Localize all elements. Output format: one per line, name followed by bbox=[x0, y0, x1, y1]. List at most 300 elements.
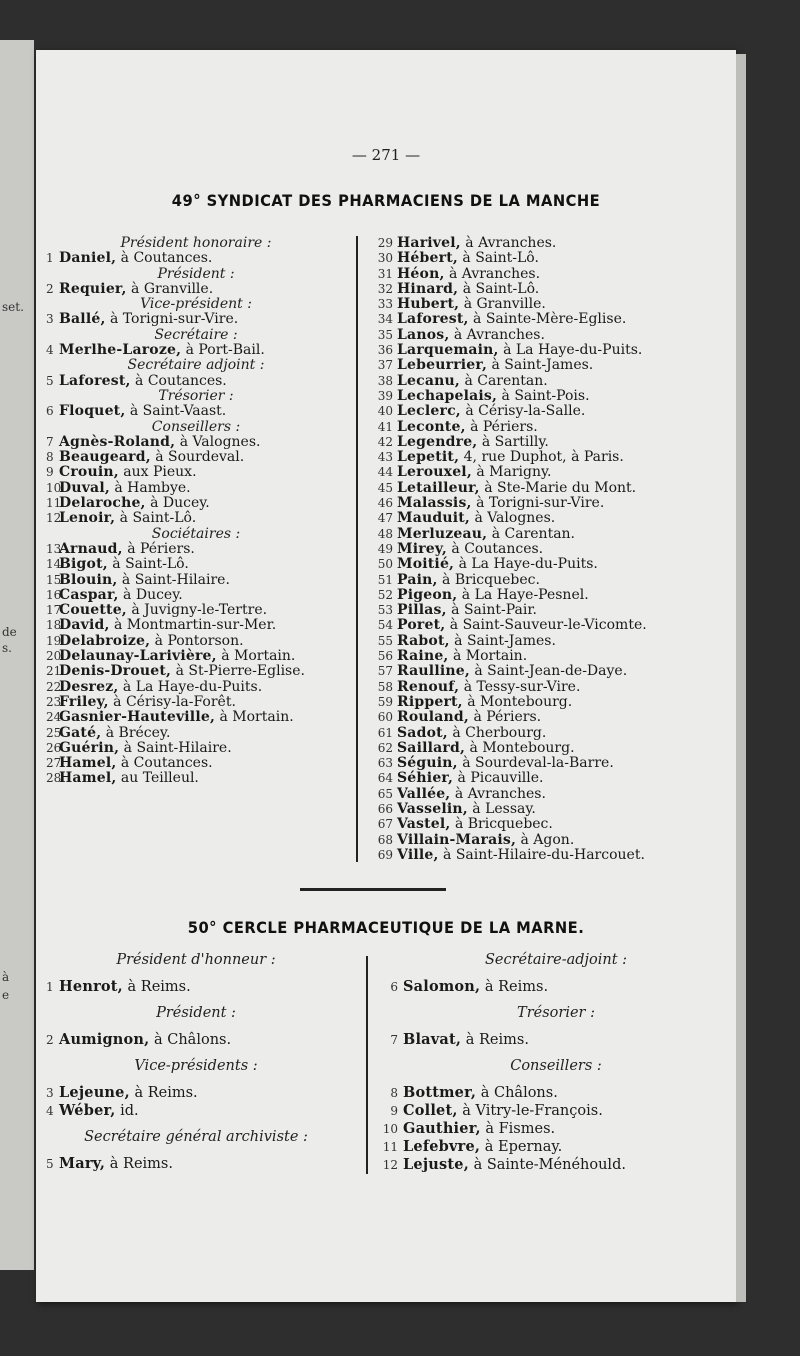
member-name: Leconte, bbox=[397, 418, 466, 435]
role-heading: Trésorier : bbox=[517, 1005, 595, 1021]
member-place: à Port-Bail. bbox=[185, 342, 265, 359]
member-number: 38 bbox=[377, 373, 393, 388]
member-entry bbox=[46, 695, 346, 710]
member-entry bbox=[46, 1155, 346, 1173]
member-name: Lenoir, bbox=[59, 510, 116, 527]
member-entry bbox=[368, 573, 738, 588]
member-entry bbox=[368, 680, 738, 695]
member-number: 68 bbox=[377, 832, 393, 847]
member-name: David, bbox=[59, 617, 110, 634]
member-name: Rippert, bbox=[397, 693, 463, 710]
member-place: à Granville. bbox=[463, 296, 546, 313]
member-place: à Reims. bbox=[134, 1085, 198, 1101]
member-name: Lejeune, bbox=[59, 1084, 130, 1101]
member-entry bbox=[376, 1120, 736, 1138]
member-name: Delabroize, bbox=[59, 632, 151, 649]
member-entry bbox=[368, 389, 738, 404]
section-title-marne: 50° CERCLE PHARMACEUTIQUE DE LA MARNE. bbox=[187, 918, 585, 937]
member-entry bbox=[368, 726, 738, 741]
spacer bbox=[376, 969, 736, 978]
member-entry bbox=[46, 542, 346, 557]
member-place: à Saint-Lô. bbox=[462, 280, 540, 297]
member-entry bbox=[368, 787, 738, 802]
member-place: à Sourdeval. bbox=[155, 449, 245, 466]
member-place: à Bricquebec. bbox=[442, 571, 540, 588]
member-number: 30 bbox=[377, 251, 393, 266]
member-place: à St-Pierre-Eglise. bbox=[175, 663, 305, 680]
member-number: 9 bbox=[390, 1104, 398, 1118]
member-number: 59 bbox=[377, 694, 393, 709]
member-name: Caspar, bbox=[59, 586, 119, 603]
member-name: Hinard, bbox=[397, 280, 459, 297]
member-number: 44 bbox=[377, 465, 393, 480]
member-entry bbox=[368, 771, 738, 786]
member-place: à Saint-Hilaire-du-Harcouet. bbox=[443, 846, 645, 863]
role-heading: Conseillers : bbox=[510, 1058, 602, 1074]
member-place: à Coutances. bbox=[120, 755, 213, 772]
member-number: 12 bbox=[382, 1158, 398, 1172]
spacer bbox=[376, 996, 736, 1005]
member-entry bbox=[46, 664, 346, 679]
member-place: à Bricquebec. bbox=[454, 816, 553, 833]
member-number: 22 bbox=[46, 679, 62, 694]
member-number: 3 bbox=[46, 312, 54, 327]
adjacent-page-text-fragment: e bbox=[2, 988, 10, 1002]
member-number: 53 bbox=[377, 603, 393, 618]
member-place: à Saint-Lô. bbox=[462, 250, 539, 267]
role-heading: Secrétaire-adjoint : bbox=[484, 952, 628, 968]
member-entry bbox=[46, 481, 346, 496]
member-place: à Fismes. bbox=[485, 1121, 556, 1137]
member-number: 27 bbox=[46, 756, 62, 771]
member-entry bbox=[368, 251, 738, 266]
member-number: 37 bbox=[377, 358, 393, 373]
member-number: 51 bbox=[377, 572, 393, 587]
member-entry bbox=[368, 588, 738, 603]
member-entry bbox=[46, 634, 346, 649]
member-name: Laforest, bbox=[59, 372, 131, 389]
member-name: Ballé, bbox=[59, 311, 106, 328]
member-entry bbox=[368, 710, 738, 725]
member-entry bbox=[46, 618, 346, 633]
member-number: 42 bbox=[377, 434, 393, 449]
member-entry bbox=[46, 771, 346, 786]
member-name: Laforest, bbox=[397, 311, 469, 328]
member-entry bbox=[368, 481, 738, 496]
member-name: Friley, bbox=[59, 693, 109, 710]
member-number: 13 bbox=[46, 541, 62, 556]
book-page bbox=[36, 50, 736, 1302]
member-number: 10 bbox=[382, 1122, 398, 1136]
role-heading: Secrétaire adjoint : bbox=[127, 357, 265, 374]
member-name: Pigeon, bbox=[397, 586, 458, 603]
member-entry bbox=[376, 1156, 736, 1174]
member-entry bbox=[46, 511, 346, 526]
member-place: à Montebourg. bbox=[467, 693, 573, 710]
member-number: 4 bbox=[46, 1104, 54, 1118]
member-name: Desrez, bbox=[59, 678, 119, 695]
column-divider bbox=[356, 236, 358, 862]
member-number: 39 bbox=[377, 388, 393, 403]
member-entry bbox=[46, 282, 346, 297]
member-name: Rouland, bbox=[397, 709, 469, 726]
member-entry bbox=[46, 710, 346, 725]
member-name: Gaté, bbox=[59, 724, 102, 741]
member-place: à Sourdeval-la-Barre. bbox=[462, 755, 614, 772]
member-place: à Châlons. bbox=[480, 1085, 558, 1101]
member-place: à Montmartin-sur-Mer. bbox=[113, 617, 277, 634]
member-name: Wéber, bbox=[59, 1102, 116, 1119]
role-heading: Vice-président : bbox=[140, 296, 252, 313]
member-place: à Torigni-sur-Vire. bbox=[109, 311, 239, 328]
member-name: Salomon, bbox=[403, 978, 481, 995]
member-name: Mary, bbox=[59, 1155, 106, 1172]
member-name: Lanos, bbox=[397, 326, 450, 343]
member-name: Collet, bbox=[403, 1102, 458, 1119]
member-number: 11 bbox=[46, 496, 62, 511]
member-name: Leclerc, bbox=[397, 403, 461, 420]
member-number: 9 bbox=[46, 465, 54, 480]
member-name: Pillas, bbox=[397, 602, 447, 619]
adjacent-page-text-fragment: de bbox=[2, 625, 17, 639]
member-entry bbox=[46, 343, 346, 358]
member-number: 3 bbox=[46, 1086, 54, 1100]
member-place: à Cérisy-la-Forêt. bbox=[113, 693, 236, 710]
member-name: Lechapelais, bbox=[397, 387, 498, 404]
member-number: 6 bbox=[46, 404, 54, 419]
member-place: à Périers. bbox=[127, 540, 195, 557]
member-number: 11 bbox=[382, 1140, 398, 1154]
member-number: 36 bbox=[377, 343, 393, 358]
member-place: à La Haye-du-Puits. bbox=[122, 678, 263, 695]
member-number: 49 bbox=[377, 541, 393, 556]
member-entry bbox=[368, 664, 738, 679]
member-number: 32 bbox=[377, 281, 393, 296]
spacer bbox=[376, 1049, 736, 1058]
member-name: Arnaud, bbox=[59, 540, 123, 557]
member-place: à Pontorson. bbox=[154, 632, 244, 649]
member-name: Bigot, bbox=[59, 556, 108, 573]
member-number: 52 bbox=[377, 587, 393, 602]
member-entry bbox=[368, 695, 738, 710]
member-number: 62 bbox=[377, 740, 393, 755]
member-place: à Epernay. bbox=[484, 1139, 563, 1155]
member-name: Beaugeard, bbox=[59, 449, 151, 466]
member-name: Aumignon, bbox=[59, 1031, 150, 1048]
member-entry bbox=[46, 756, 346, 771]
member-name: Mauduit, bbox=[397, 510, 470, 527]
member-entry bbox=[368, 802, 738, 817]
member-entry bbox=[46, 557, 346, 572]
role-heading: Sociétaires : bbox=[151, 525, 241, 542]
member-number: 48 bbox=[377, 526, 393, 541]
member-entry bbox=[368, 328, 738, 343]
member-name: Denis-Drouet, bbox=[59, 663, 172, 680]
member-name: Duval, bbox=[59, 479, 110, 496]
member-place: à Mortain. bbox=[219, 709, 294, 726]
member-number: 7 bbox=[46, 434, 54, 449]
member-name: Vallée, bbox=[397, 785, 451, 802]
role-heading: Secrétaire général archiviste : bbox=[84, 1129, 308, 1145]
member-entry bbox=[46, 251, 346, 266]
member-number: 47 bbox=[377, 511, 393, 526]
member-number: 2 bbox=[46, 281, 54, 296]
member-place: à Montebourg. bbox=[469, 739, 575, 756]
member-number: 25 bbox=[46, 725, 62, 740]
member-place: à Ste-Marie du Mont. bbox=[484, 479, 637, 496]
member-place: à Avranches. bbox=[454, 785, 546, 802]
member-number: 7 bbox=[390, 1033, 398, 1047]
member-place: à Périers. bbox=[470, 418, 538, 435]
member-entry bbox=[46, 312, 346, 327]
member-entry bbox=[46, 1031, 346, 1049]
member-number: 64 bbox=[377, 771, 393, 786]
member-place: à Avranches. bbox=[465, 235, 557, 251]
marne-left-column bbox=[46, 952, 346, 1173]
member-number: 5 bbox=[46, 1157, 54, 1171]
member-name: Moitié, bbox=[397, 556, 455, 573]
member-entry bbox=[46, 450, 346, 465]
member-name: Larquemain, bbox=[397, 342, 499, 359]
member-name: Requier, bbox=[59, 280, 127, 297]
member-name: Hébert, bbox=[397, 250, 458, 267]
spacer bbox=[46, 1120, 346, 1129]
member-number: 23 bbox=[46, 694, 62, 709]
member-place: à Carentan. bbox=[491, 525, 576, 542]
member-place: à Lessay. bbox=[472, 800, 536, 817]
member-place: à Avranches. bbox=[448, 265, 541, 282]
member-place: à Saint-Lô. bbox=[112, 556, 189, 573]
member-number: 8 bbox=[46, 450, 54, 465]
member-place: à Mortain. bbox=[452, 648, 528, 665]
member-name: Merlhe-Laroze, bbox=[59, 342, 182, 359]
member-number: 2 bbox=[46, 1033, 54, 1047]
member-name: Raine, bbox=[397, 648, 449, 665]
member-name: Floquet, bbox=[59, 403, 126, 420]
role-heading: Président d'honneur : bbox=[116, 952, 276, 968]
member-name: Héon, bbox=[397, 265, 445, 282]
member-name: Vasselin, bbox=[397, 800, 468, 817]
member-place: à Sainte-Ménéhould. bbox=[473, 1157, 626, 1173]
member-entry bbox=[46, 978, 346, 996]
member-name: Ville, bbox=[397, 846, 439, 863]
member-place: à Saint-James. bbox=[454, 632, 556, 649]
member-place: à Reims. bbox=[109, 1156, 173, 1172]
member-place: à Mortain. bbox=[221, 648, 296, 665]
member-number: 15 bbox=[46, 572, 62, 587]
member-place: à Saint-Pair. bbox=[451, 602, 537, 619]
page-number: — 271 — bbox=[351, 146, 421, 164]
member-place: à Avranches. bbox=[453, 326, 545, 343]
member-number: 20 bbox=[46, 649, 62, 664]
member-place: à Saint-Pois. bbox=[501, 387, 590, 404]
role-heading: Président : bbox=[157, 265, 235, 282]
spacer bbox=[46, 969, 346, 978]
member-number: 12 bbox=[46, 511, 62, 526]
member-entry bbox=[376, 1031, 736, 1049]
adjacent-page-text-fragment: s. bbox=[2, 641, 12, 655]
member-entry bbox=[368, 542, 738, 557]
member-place: à La Haye-du-Puits. bbox=[458, 556, 598, 573]
member-number: 55 bbox=[377, 633, 393, 648]
member-place: aux Pieux. bbox=[123, 464, 197, 481]
marne-right-column bbox=[376, 952, 736, 1174]
member-name: Hubert, bbox=[397, 296, 460, 313]
member-entry bbox=[376, 978, 736, 996]
member-number: 67 bbox=[377, 817, 393, 832]
member-entry bbox=[46, 680, 346, 695]
member-name: Crouin, bbox=[59, 464, 119, 481]
member-name: Letailleur, bbox=[397, 479, 480, 496]
member-place: à Hambye. bbox=[114, 479, 191, 496]
member-place: à Coutances. bbox=[135, 372, 227, 389]
member-number: 1 bbox=[46, 980, 54, 994]
member-name: Séhier, bbox=[397, 770, 454, 787]
member-entry bbox=[376, 1084, 736, 1102]
member-place: à Valognes. bbox=[474, 510, 556, 527]
member-name: Harivel, bbox=[397, 235, 461, 251]
manche-right-column bbox=[368, 236, 738, 863]
member-name: Lepetit, bbox=[397, 449, 460, 466]
member-place: à La Haye-du-Puits. bbox=[503, 342, 643, 359]
member-number: 5 bbox=[46, 373, 54, 388]
member-place: à Reims. bbox=[484, 979, 549, 995]
member-name: Couette, bbox=[59, 602, 127, 619]
member-name: Poret, bbox=[397, 617, 446, 634]
member-place: à Sartilly. bbox=[481, 433, 549, 450]
member-number: 28 bbox=[46, 771, 62, 786]
member-entry bbox=[368, 267, 738, 282]
spacer bbox=[46, 1075, 346, 1084]
member-place: à Châlons. bbox=[154, 1032, 232, 1048]
member-name: Legendre, bbox=[397, 433, 478, 450]
member-place: à Valognes. bbox=[179, 433, 261, 450]
member-place: à Périers. bbox=[473, 709, 542, 726]
member-place: à Saint-Hilaire. bbox=[123, 739, 232, 756]
member-place: à Brécey. bbox=[105, 724, 171, 741]
member-place: à Coutances. bbox=[120, 250, 213, 267]
member-entry bbox=[46, 404, 346, 419]
member-number: 58 bbox=[377, 679, 393, 694]
member-number: 31 bbox=[377, 266, 393, 281]
member-name: Lecanu, bbox=[397, 372, 460, 389]
member-name: Renouf, bbox=[397, 678, 460, 695]
member-name: Henrot, bbox=[59, 978, 123, 995]
member-entry bbox=[46, 435, 346, 450]
member-place: à Saint-Vaast. bbox=[129, 403, 227, 420]
member-entry bbox=[368, 435, 738, 450]
role-heading: Vice-présidents : bbox=[134, 1058, 258, 1074]
member-name: Hamel, bbox=[59, 770, 117, 787]
spacer bbox=[46, 1049, 346, 1058]
member-entry bbox=[368, 511, 738, 526]
role-heading: Président : bbox=[156, 1005, 236, 1021]
member-number: 45 bbox=[377, 480, 393, 495]
member-place: à Sainte-Mère-Eglise. bbox=[473, 311, 627, 328]
manche-left-column bbox=[46, 236, 346, 787]
member-place: à Saint-Lô. bbox=[119, 510, 197, 527]
member-place: à Picauville. bbox=[457, 770, 544, 787]
spacer bbox=[376, 1075, 736, 1084]
member-entry bbox=[46, 1084, 346, 1102]
member-name: Sadot, bbox=[397, 724, 448, 741]
member-number: 63 bbox=[377, 756, 393, 771]
member-number: 46 bbox=[377, 496, 393, 511]
member-entry bbox=[368, 817, 738, 832]
member-entry bbox=[368, 236, 738, 251]
member-name: Gasnier-Hauteville, bbox=[59, 709, 216, 726]
member-place: à Saint-Sauveur-le-Vicomte. bbox=[449, 617, 647, 634]
member-number: 41 bbox=[377, 419, 393, 434]
member-number: 60 bbox=[377, 710, 393, 725]
member-entry bbox=[46, 573, 346, 588]
member-place: à La Haye-Pesnel. bbox=[461, 586, 589, 603]
member-number: 69 bbox=[377, 847, 393, 862]
member-name: Lejuste, bbox=[403, 1156, 469, 1173]
member-entry bbox=[368, 374, 738, 389]
member-entry bbox=[368, 634, 738, 649]
member-name: Merluzeau, bbox=[397, 525, 488, 542]
member-entry bbox=[368, 741, 738, 756]
member-number: 35 bbox=[377, 327, 393, 342]
member-number: 65 bbox=[377, 786, 393, 801]
member-entry bbox=[368, 312, 738, 327]
member-name: Delaunay-Larivière, bbox=[59, 648, 217, 665]
member-number: 56 bbox=[377, 649, 393, 664]
member-place: 4, rue Duphot, à Paris. bbox=[463, 449, 624, 466]
role-heading: Conseillers : bbox=[151, 418, 241, 435]
page-thickness-edge bbox=[736, 54, 746, 1302]
spacer bbox=[46, 1146, 346, 1155]
member-name: Gauthier, bbox=[403, 1120, 481, 1137]
member-place: à Coutances. bbox=[451, 540, 544, 557]
member-number: 24 bbox=[46, 710, 62, 725]
member-number: 8 bbox=[390, 1086, 398, 1100]
member-name: Lebeurrier, bbox=[397, 357, 488, 374]
member-number: 4 bbox=[46, 343, 54, 358]
member-name: Raulline, bbox=[397, 663, 470, 680]
member-place: à Torigni-sur-Vire. bbox=[476, 495, 605, 512]
member-place: à Agon. bbox=[520, 831, 575, 848]
member-entry bbox=[46, 726, 346, 741]
member-place: à Carentan. bbox=[464, 372, 548, 389]
adjacent-page-edge bbox=[0, 40, 34, 1270]
member-place: à Ducey. bbox=[123, 586, 183, 603]
member-number: 10 bbox=[46, 480, 62, 495]
member-name: Rabot, bbox=[397, 632, 450, 649]
member-place: à Cérisy-la-Salle. bbox=[465, 403, 586, 420]
member-number: 21 bbox=[46, 664, 62, 679]
member-entry bbox=[376, 1138, 736, 1156]
member-place: au Teilleul. bbox=[120, 770, 199, 787]
member-entry bbox=[368, 404, 738, 419]
member-number: 16 bbox=[46, 587, 62, 602]
member-place: id. bbox=[120, 1103, 139, 1119]
member-entry bbox=[368, 465, 738, 480]
member-entry bbox=[46, 465, 346, 480]
member-entry bbox=[368, 527, 738, 542]
member-number: 14 bbox=[46, 557, 62, 572]
member-name: Bottmer, bbox=[403, 1084, 477, 1101]
member-entry bbox=[368, 833, 738, 848]
member-entry bbox=[46, 741, 346, 756]
member-place: à Ducey. bbox=[150, 495, 210, 512]
member-number: 61 bbox=[377, 725, 393, 740]
member-number: 33 bbox=[377, 297, 393, 312]
member-number: 43 bbox=[377, 450, 393, 465]
section-title-manche: 49° SYNDICAT DES PHARMACIENS DE LA MANCHE bbox=[171, 191, 601, 210]
member-number: 57 bbox=[377, 664, 393, 679]
